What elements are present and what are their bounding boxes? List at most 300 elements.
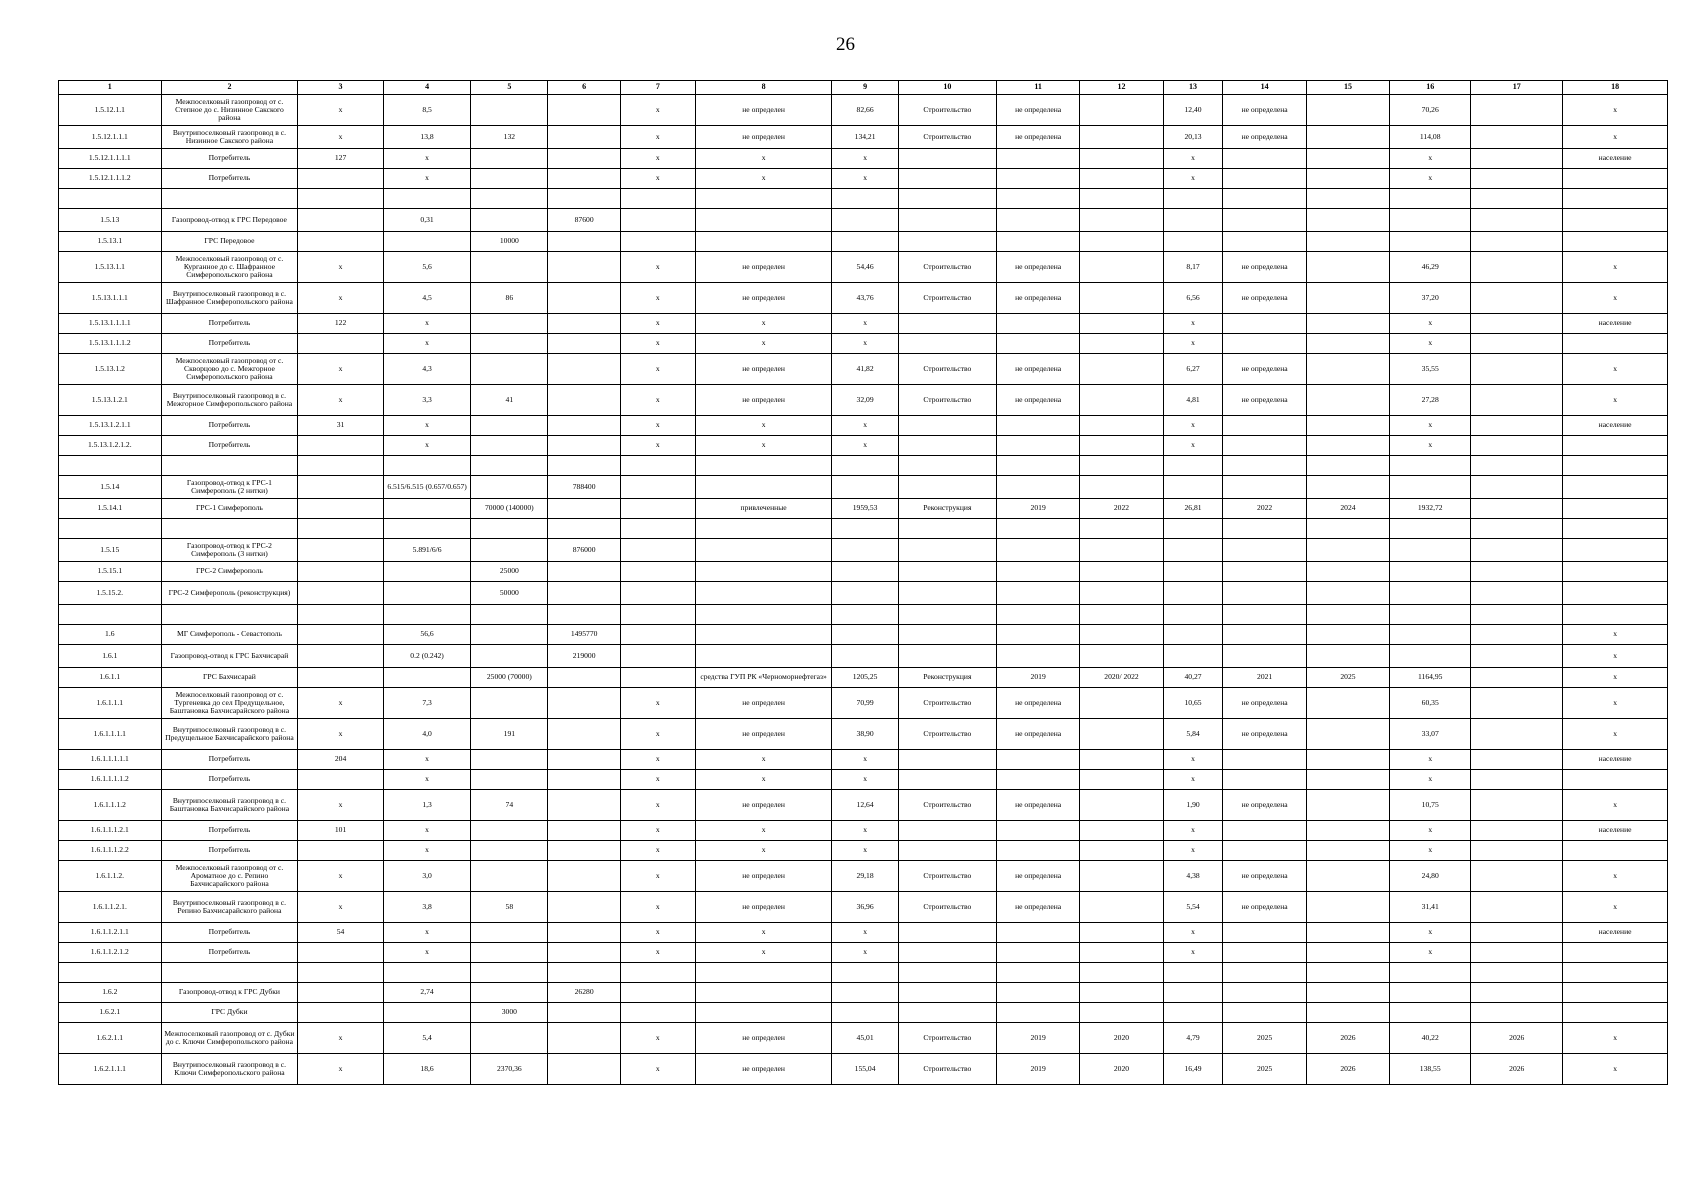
table-cell-col-15: [1306, 232, 1389, 252]
table-cell-col-12: [1080, 334, 1163, 354]
table-cell-col-3: х: [298, 385, 383, 416]
table-cell-col-3: [298, 476, 383, 499]
table-cell-col-16: [1390, 582, 1471, 605]
table-cell-col-10: [898, 582, 996, 605]
table-cell-col-5: 2370,36: [471, 1054, 548, 1085]
table-cell-col-3: 204: [298, 750, 383, 770]
table-cell-col-6: [548, 923, 621, 943]
table-cell-col-8: [695, 605, 832, 625]
table-cell-col-7: [620, 983, 695, 1003]
table-cell-col-4: 18,6: [383, 1054, 471, 1085]
table-cell-col-13: [1163, 1003, 1223, 1023]
table-cell-col-11: [996, 645, 1079, 668]
table-cell-col-6: 87600: [548, 209, 621, 232]
table-cell-col-8: х: [695, 750, 832, 770]
table-cell-col-8: х: [695, 436, 832, 456]
table-cell-col-13: х: [1163, 750, 1223, 770]
column-header-17: 17: [1471, 81, 1563, 95]
table-cell-col-7: х: [620, 436, 695, 456]
table-cell-col-9: 1205,25: [832, 668, 898, 688]
table-cell-col-18: [1563, 1003, 1668, 1023]
table-cell-col-8: не определен: [695, 790, 832, 821]
column-header-5: 5: [471, 81, 548, 95]
table-cell-col-8: х: [695, 149, 832, 169]
table-cell-col-12: [1080, 841, 1163, 861]
table-cell-col-3: х: [298, 95, 383, 126]
table-cell-col-16: х: [1390, 841, 1471, 861]
table-cell-col-6: [548, 562, 621, 582]
table-cell-col-18: население: [1563, 149, 1668, 169]
table-cell-col-6: 876000: [548, 539, 621, 562]
table-cell-col-9: 82,66: [832, 95, 898, 126]
table-cell-col-3: 101: [298, 821, 383, 841]
table-cell-col-18: население: [1563, 821, 1668, 841]
table-cell-col-18: население: [1563, 750, 1668, 770]
table-cell-col-7: х: [620, 943, 695, 963]
table-cell-col-17: [1471, 892, 1563, 923]
table-cell-col-6: [548, 314, 621, 334]
table-cell-col-4: 5,4: [383, 1023, 471, 1054]
table-cell-col-8: х: [695, 841, 832, 861]
table-cell-col-4: 13,8: [383, 126, 471, 149]
table-cell-col-1: 1.5.13.1.1.1.1: [59, 314, 162, 334]
data-table-container: [58, 80, 1668, 1085]
table-cell-col-12: [1080, 750, 1163, 770]
table-cell-col-7: х: [620, 719, 695, 750]
column-header-1: 1: [59, 81, 162, 95]
table-cell-col-16: 10,75: [1390, 790, 1471, 821]
table-cell-col-5: 25000 (70000): [471, 668, 548, 688]
table-cell-col-11: [996, 750, 1079, 770]
table-cell-col-16: х: [1390, 149, 1471, 169]
table-cell-col-17: [1471, 499, 1563, 519]
table-cell-col-1: [59, 605, 162, 625]
table-cell-col-6: [548, 790, 621, 821]
table-cell-col-9: [832, 539, 898, 562]
table-cell-col-11: [996, 963, 1079, 983]
table-cell-col-17: [1471, 821, 1563, 841]
table-cell-col-10: [898, 625, 996, 645]
table-cell-col-14: [1223, 605, 1306, 625]
table-cell-col-10: [898, 983, 996, 1003]
table-cell-col-11: [996, 605, 1079, 625]
table-cell-col-17: [1471, 625, 1563, 645]
table-row-blank: [59, 189, 1668, 209]
table-cell-col-2: Газопровод-отвод к ГРС Передовое: [161, 209, 298, 232]
table-cell-col-10: [898, 149, 996, 169]
table-cell-col-8: [695, 1003, 832, 1023]
table-cell-col-14: [1223, 770, 1306, 790]
table-cell-col-2: Потребитель: [161, 821, 298, 841]
table-cell-col-16: 33,07: [1390, 719, 1471, 750]
table-cell-col-11: не определена: [996, 719, 1079, 750]
table-cell-col-17: [1471, 126, 1563, 149]
table-cell-col-8: [695, 963, 832, 983]
table-cell-col-10: [898, 841, 996, 861]
table-cell-col-1: 1.5.13.1: [59, 232, 162, 252]
table-cell-col-13: 10,65: [1163, 688, 1223, 719]
table-cell-col-10: [898, 1003, 996, 1023]
table-cell-col-16: [1390, 189, 1471, 209]
table-cell-col-7: х: [620, 821, 695, 841]
table-row: [59, 334, 1668, 354]
table-cell-col-12: [1080, 95, 1163, 126]
table-cell-col-16: х: [1390, 821, 1471, 841]
table-row: [59, 719, 1668, 750]
table-cell-col-1: 1.5.14: [59, 476, 162, 499]
table-cell-col-2: ГРС Бахчисарай: [161, 668, 298, 688]
table-cell-col-2: Потребитель: [161, 436, 298, 456]
table-cell-col-12: 2020: [1080, 1054, 1163, 1085]
table-cell-col-17: [1471, 436, 1563, 456]
column-header-14: 14: [1223, 81, 1306, 95]
table-cell-col-7: х: [620, 892, 695, 923]
table-cell-col-8: х: [695, 334, 832, 354]
table-cell-col-14: не определена: [1223, 892, 1306, 923]
table-cell-col-7: [620, 189, 695, 209]
table-cell-col-10: [898, 314, 996, 334]
table-cell-col-8: не определен: [695, 861, 832, 892]
table-cell-col-7: [620, 499, 695, 519]
table-cell-col-7: х: [620, 283, 695, 314]
table-cell-col-8: не определен: [695, 283, 832, 314]
table-cell-col-14: [1223, 456, 1306, 476]
table-cell-col-3: [298, 770, 383, 790]
table-cell-col-4: 1,3: [383, 790, 471, 821]
table-cell-col-11: [996, 562, 1079, 582]
table-cell-col-4: х: [383, 169, 471, 189]
table-cell-col-2: [161, 605, 298, 625]
table-cell-col-12: 2020/ 2022: [1080, 668, 1163, 688]
table-cell-col-14: 2025: [1223, 1054, 1306, 1085]
table-row: [59, 1003, 1668, 1023]
table-cell-col-12: [1080, 963, 1163, 983]
table-cell-col-2: ГРС-2 Симферополь (реконструкция): [161, 582, 298, 605]
table-cell-col-9: [832, 625, 898, 645]
table-cell-col-5: [471, 476, 548, 499]
table-cell-col-18: население: [1563, 923, 1668, 943]
column-header-3: 3: [298, 81, 383, 95]
table-cell-col-10: [898, 963, 996, 983]
table-cell-col-2: Внутрипоселковый газопровод в с. Шафранное Симферопольского района: [161, 283, 298, 314]
table-cell-col-16: 35,55: [1390, 354, 1471, 385]
table-cell-col-9: 12,64: [832, 790, 898, 821]
table-cell-col-17: [1471, 232, 1563, 252]
table-cell-col-7: [620, 476, 695, 499]
table-cell-col-17: 2026: [1471, 1054, 1563, 1085]
table-cell-col-9: [832, 519, 898, 539]
table-cell-col-10: [898, 476, 996, 499]
table-cell-col-17: [1471, 582, 1563, 605]
table-row: [59, 149, 1668, 169]
table-cell-col-18: [1563, 334, 1668, 354]
table-cell-col-3: 127: [298, 149, 383, 169]
table-cell-col-2: Потребитель: [161, 334, 298, 354]
table-cell-col-4: 3,0: [383, 861, 471, 892]
table-cell-col-6: [548, 189, 621, 209]
table-cell-col-2: Газопровод-отвод к ГРС Бахчисарай: [161, 645, 298, 668]
table-cell-col-6: [548, 499, 621, 519]
table-cell-col-18: х: [1563, 1023, 1668, 1054]
table-cell-col-18: [1563, 770, 1668, 790]
table-cell-col-9: [832, 189, 898, 209]
table-cell-col-15: [1306, 625, 1389, 645]
table-cell-col-8: [695, 456, 832, 476]
table-cell-col-8: х: [695, 821, 832, 841]
table-cell-col-6: [548, 770, 621, 790]
table-row: [59, 385, 1668, 416]
table-cell-col-1: 1.5.13: [59, 209, 162, 232]
table-cell-col-2: [161, 189, 298, 209]
table-cell-col-13: 20,13: [1163, 126, 1223, 149]
table-cell-col-6: 26280: [548, 983, 621, 1003]
table-cell-col-4: х: [383, 314, 471, 334]
table-cell-col-9: 70,99: [832, 688, 898, 719]
table-cell-col-2: ГРС Дубки: [161, 1003, 298, 1023]
table-cell-col-1: 1.6.1.1.2.: [59, 861, 162, 892]
table-cell-col-5: [471, 645, 548, 668]
table-cell-col-14: [1223, 314, 1306, 334]
table-cell-col-4: х: [383, 334, 471, 354]
table-cell-col-18: население: [1563, 416, 1668, 436]
table-cell-col-9: х: [832, 169, 898, 189]
table-cell-col-6: [548, 821, 621, 841]
table-cell-col-13: [1163, 605, 1223, 625]
table-cell-col-13: х: [1163, 770, 1223, 790]
page-number: 26: [836, 34, 855, 55]
table-cell-col-17: [1471, 519, 1563, 539]
table-cell-col-3: [298, 539, 383, 562]
table-cell-col-5: 25000: [471, 562, 548, 582]
table-cell-col-13: х: [1163, 943, 1223, 963]
table-cell-col-8: [695, 539, 832, 562]
table-cell-col-2: [161, 456, 298, 476]
table-cell-col-1: 1.5.13.1.1.1: [59, 283, 162, 314]
table-cell-col-5: [471, 1023, 548, 1054]
table-cell-col-9: [832, 209, 898, 232]
table-cell-col-7: х: [620, 149, 695, 169]
table-row: [59, 1023, 1668, 1054]
table-cell-col-11: [996, 943, 1079, 963]
table-cell-col-7: х: [620, 385, 695, 416]
table-cell-col-15: [1306, 476, 1389, 499]
table-cell-col-3: х: [298, 126, 383, 149]
table-cell-col-12: [1080, 436, 1163, 456]
table-cell-col-6: [548, 582, 621, 605]
table-cell-col-16: х: [1390, 943, 1471, 963]
table-cell-col-3: х: [298, 892, 383, 923]
table-cell-col-15: [1306, 605, 1389, 625]
table-cell-col-14: [1223, 416, 1306, 436]
table-cell-col-17: [1471, 456, 1563, 476]
table-cell-col-9: [832, 983, 898, 1003]
table-cell-col-11: [996, 209, 1079, 232]
table-cell-col-3: [298, 456, 383, 476]
table-cell-col-1: 1.5.13.1.1: [59, 252, 162, 283]
table-cell-col-18: х: [1563, 95, 1668, 126]
table-row: [59, 539, 1668, 562]
table-cell-col-13: 16,49: [1163, 1054, 1223, 1085]
table-cell-col-16: [1390, 456, 1471, 476]
table-cell-col-8: [695, 209, 832, 232]
table-cell-col-6: [548, 1023, 621, 1054]
table-cell-col-1: 1.5.12.1.1: [59, 95, 162, 126]
table-cell-col-12: [1080, 943, 1163, 963]
table-cell-col-17: [1471, 861, 1563, 892]
table-cell-col-15: [1306, 354, 1389, 385]
table-cell-col-5: [471, 963, 548, 983]
column-header-11: 11: [996, 81, 1079, 95]
table-cell-col-16: х: [1390, 770, 1471, 790]
table-cell-col-16: [1390, 539, 1471, 562]
table-cell-col-3: х: [298, 252, 383, 283]
table-cell-col-1: 1.5.15.2.: [59, 582, 162, 605]
table-cell-col-9: 54,46: [832, 252, 898, 283]
table-cell-col-4: х: [383, 821, 471, 841]
table-cell-col-8: не определен: [695, 719, 832, 750]
table-cell-col-7: [620, 456, 695, 476]
table-cell-col-15: [1306, 562, 1389, 582]
table-cell-col-5: [471, 688, 548, 719]
table-cell-col-7: [620, 539, 695, 562]
table-cell-col-15: 2026: [1306, 1023, 1389, 1054]
table-row: [59, 750, 1668, 770]
table-cell-col-1: 1.5.13.1.2.1.1: [59, 416, 162, 436]
table-cell-col-16: [1390, 562, 1471, 582]
table-cell-col-11: 2019: [996, 1023, 1079, 1054]
table-cell-col-4: 7,3: [383, 688, 471, 719]
table-cell-col-7: х: [620, 923, 695, 943]
table-cell-col-13: х: [1163, 149, 1223, 169]
table-cell-col-2: Потребитель: [161, 149, 298, 169]
table-cell-col-4: 4,5: [383, 283, 471, 314]
table-cell-col-1: [59, 189, 162, 209]
table-cell-col-17: [1471, 750, 1563, 770]
table-cell-col-5: 86: [471, 283, 548, 314]
table-cell-col-4: [383, 499, 471, 519]
table-cell-col-2: Внутрипоселковый газопровод в с. Ключи Симферопольского района: [161, 1054, 298, 1085]
table-cell-col-16: [1390, 645, 1471, 668]
table-cell-col-12: [1080, 232, 1163, 252]
table-cell-col-2: МГ Симферополь - Севастополь: [161, 625, 298, 645]
table-cell-col-15: [1306, 436, 1389, 456]
table-row: [59, 770, 1668, 790]
table-cell-col-18: х: [1563, 126, 1668, 149]
table-cell-col-16: 37,20: [1390, 283, 1471, 314]
table-cell-col-11: не определена: [996, 252, 1079, 283]
table-cell-col-3: х: [298, 688, 383, 719]
table-cell-col-10: [898, 169, 996, 189]
table-cell-col-17: [1471, 252, 1563, 283]
table-cell-col-4: [383, 519, 471, 539]
table-cell-col-15: [1306, 923, 1389, 943]
table-cell-col-13: [1163, 539, 1223, 562]
table-cell-col-14: [1223, 645, 1306, 668]
table-row: [59, 923, 1668, 943]
table-cell-col-5: [471, 821, 548, 841]
table-cell-col-12: [1080, 625, 1163, 645]
table-cell-col-12: [1080, 688, 1163, 719]
table-cell-col-5: [471, 334, 548, 354]
table-row: [59, 821, 1668, 841]
table-cell-col-1: 1.6.1.1.1.1.2: [59, 770, 162, 790]
table-cell-col-5: [471, 252, 548, 283]
table-row: [59, 983, 1668, 1003]
table-cell-col-18: население: [1563, 314, 1668, 334]
table-cell-col-18: [1563, 189, 1668, 209]
table-cell-col-9: 45,01: [832, 1023, 898, 1054]
table-cell-col-7: [620, 668, 695, 688]
table-row: [59, 436, 1668, 456]
table-cell-col-16: 1164,95: [1390, 668, 1471, 688]
table-cell-col-12: [1080, 821, 1163, 841]
table-row: [59, 562, 1668, 582]
table-cell-col-6: [548, 283, 621, 314]
table-cell-col-11: [996, 770, 1079, 790]
table-cell-col-15: [1306, 943, 1389, 963]
table-cell-col-1: 1.6.2.1: [59, 1003, 162, 1023]
table-cell-col-10: [898, 456, 996, 476]
column-header-15: 15: [1306, 81, 1389, 95]
table-row: [59, 668, 1668, 688]
table-cell-col-14: [1223, 821, 1306, 841]
table-cell-col-15: [1306, 688, 1389, 719]
table-row: [59, 582, 1668, 605]
table-cell-col-14: [1223, 1003, 1306, 1023]
table-cell-col-16: [1390, 232, 1471, 252]
table-cell-col-1: 1.6.1.1.1.1: [59, 719, 162, 750]
table-cell-col-4: х: [383, 841, 471, 861]
table-cell-col-17: [1471, 719, 1563, 750]
table-cell-col-11: [996, 169, 1079, 189]
table-cell-col-2: ГРС-1 Симферополь: [161, 499, 298, 519]
table-cell-col-8: [695, 519, 832, 539]
table-row: [59, 232, 1668, 252]
table-cell-col-4: [383, 668, 471, 688]
table-cell-col-10: Строительство: [898, 861, 996, 892]
table-cell-col-16: 70,26: [1390, 95, 1471, 126]
table-cell-col-15: [1306, 189, 1389, 209]
table-cell-col-11: [996, 436, 1079, 456]
table-cell-col-6: [548, 943, 621, 963]
table-cell-col-16: [1390, 519, 1471, 539]
table-row: [59, 354, 1668, 385]
table-cell-col-6: 788400: [548, 476, 621, 499]
table-cell-col-18: х: [1563, 385, 1668, 416]
table-cell-col-7: [620, 582, 695, 605]
table-cell-col-7: х: [620, 1054, 695, 1085]
table-cell-col-12: [1080, 923, 1163, 943]
table-cell-col-2: Газопровод-отвод к ГРС Дубки: [161, 983, 298, 1003]
table-cell-col-1: [59, 456, 162, 476]
table-cell-col-17: [1471, 983, 1563, 1003]
table-cell-col-3: [298, 582, 383, 605]
table-cell-col-3: х: [298, 1023, 383, 1054]
table-cell-col-12: [1080, 562, 1163, 582]
table-cell-col-18: [1563, 605, 1668, 625]
table-cell-col-13: [1163, 963, 1223, 983]
table-cell-col-17: [1471, 539, 1563, 562]
table-cell-col-6: [548, 750, 621, 770]
table-cell-col-11: [996, 519, 1079, 539]
table-cell-col-14: [1223, 436, 1306, 456]
table-cell-col-11: не определена: [996, 354, 1079, 385]
table-row: [59, 499, 1668, 519]
table-cell-col-4: 0.2 (0.242): [383, 645, 471, 668]
table-cell-col-4: 56,6: [383, 625, 471, 645]
table-cell-col-10: Строительство: [898, 126, 996, 149]
table-cell-col-18: [1563, 456, 1668, 476]
